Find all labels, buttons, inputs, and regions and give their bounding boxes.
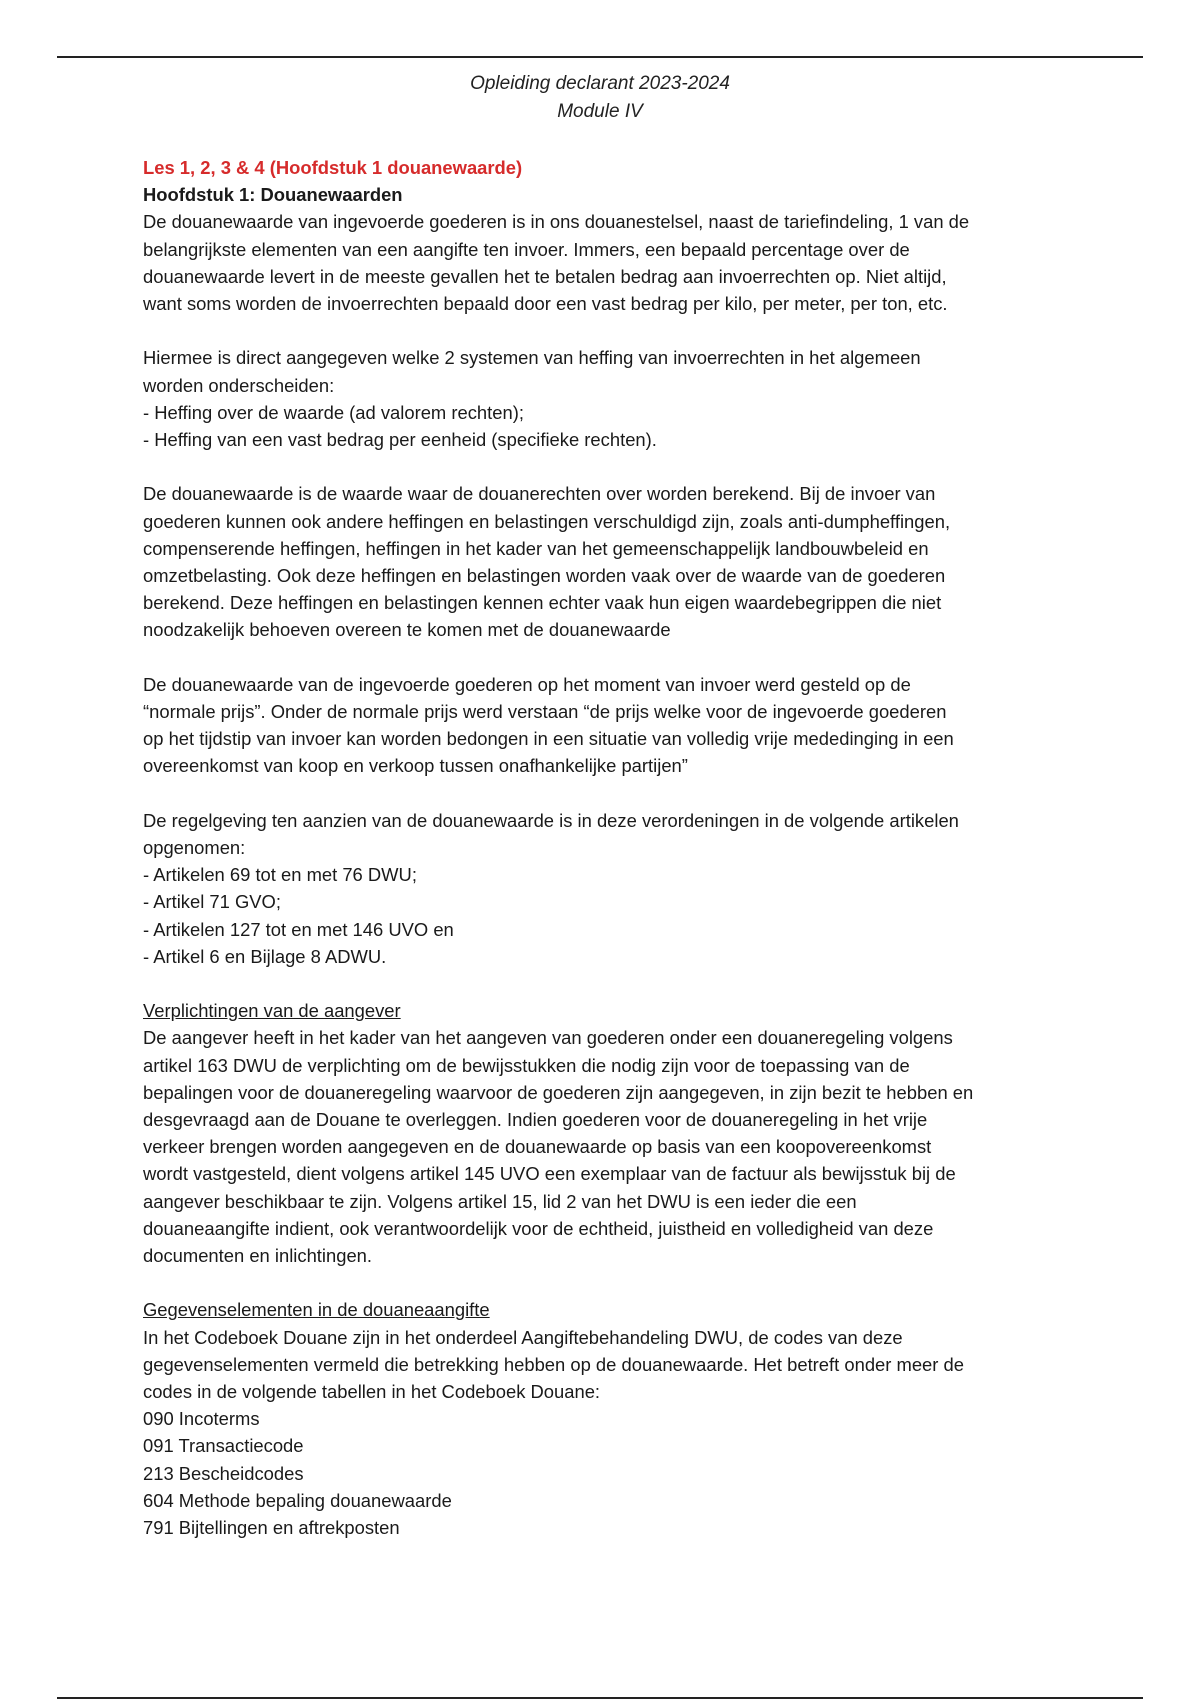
list-item: - Artikelen 69 tot en met 76 DWU; (143, 864, 417, 886)
text-line: omzetbelasting. Ook deze heffingen en belastingen worden vaak over de waarde van de goederen (143, 565, 946, 587)
top-divider (57, 56, 1143, 58)
text-line: worden onderscheiden: (143, 374, 335, 396)
text-line: De aangever heeft in het kader van het aangeven van goederen onder een douaneregeling volgens (143, 1027, 953, 1049)
list-item: - Artikelen 127 tot en met 146 UVO en (143, 918, 454, 940)
text-line: verkeer brengen worden aangegeven en de douanewaarde op basis van een koopovereenkomst (143, 1136, 932, 1158)
text-line: bepalingen voor de douaneregeling waarvoor de goederen zijn aangegeven, in zijn bezit te hebben en (143, 1081, 974, 1103)
text-line: Hiermee is direct aangegeven welke 2 systemen van heffing van invoerrechten in het algemeen (143, 347, 921, 369)
intro-paragraph (143, 208, 1073, 317)
text-line: gegevenselementen vermeld die betrekking hebben op de douanewaarde. Het betreft onder meer de (143, 1353, 964, 1375)
text-line: De douanewaarde van de ingevoerde goederen op het moment van invoer werd gesteld op de (143, 673, 911, 695)
code-item: 213 Bescheidcodes (143, 1462, 304, 1484)
obligations-heading: Verplichtingen van de aangever (143, 1000, 401, 1022)
text-line: belangrijkste elementen van een aangifte ten invoer. Immers, een bepaald percentage over de (143, 238, 910, 260)
text-line: documenten en inlichtingen. (143, 1245, 373, 1267)
code-item: 091 Transactiecode (143, 1435, 304, 1457)
list-item: - Heffing over de waarde (ad valorem rechten); (143, 401, 524, 423)
text-line: codes in de volgende tabellen in het Codeboek Douane: (143, 1381, 601, 1403)
text-line: wordt vastgesteld, dient volgens artikel 145 UVO een exemplaar van de factuur als bewijsstuk bij de (143, 1163, 956, 1185)
code-item: 604 Methode bepaling douanewaarde (143, 1489, 452, 1511)
text-line: overeenkomst van koop en verkoop tussen onafhankelijke partijen” (143, 755, 688, 777)
systems-paragraph (143, 344, 1073, 453)
lesson-title: Les 1, 2, 3 & 4 (Hoofdstuk 1 douanewaarde) (143, 157, 523, 178)
text-line: op het tijdstip van invoer kan worden bedongen in een situatie van volledig vrije mededinging in een (143, 728, 954, 750)
normal-price-paragraph (143, 671, 1073, 780)
text-line: compenserende heffingen, heffingen in het kader van het gemeenschappelijk landbouwbeleid en (143, 537, 929, 559)
text-line: noodzakelijk behoeven overeen te komen met de douanewaarde (143, 619, 671, 641)
data-elements-section (143, 1296, 1073, 1541)
course-title: Opleiding declarant 2023-2024 (470, 73, 730, 94)
page-header (0, 70, 1200, 126)
text-line: douaneaangifte indient, ook verantwoordelijk voor de echtheid, juistheid en volledigheid van deze (143, 1217, 934, 1239)
text-line: “normale prijs”. Onder de normale prijs werd verstaan “de prijs welke voor de ingevoerde goederen (143, 701, 947, 723)
text-line: douanewaarde levert in de meeste gevallen het te betalen bedrag aan invoerrechten op. Niet altijd, (143, 265, 947, 287)
document-body (143, 154, 1073, 1541)
list-item: - Heffing van een vast bedrag per eenheid (specifieke rechten). (143, 429, 657, 451)
definition-paragraph (143, 480, 1073, 643)
text-line: In het Codeboek Douane zijn in het onderdeel Aangiftebehandeling DWU, de codes van deze (143, 1326, 903, 1348)
text-line: berekend. Deze heffingen en belastingen kennen echter vaak hun eigen waardebegrippen die niet (143, 592, 942, 614)
text-line: De douanewaarde van ingevoerde goederen is in ons douanestelsel, naast de tariefindeling, 1 van de (143, 211, 970, 233)
text-line: De douanewaarde is de waarde waar de douanerechten over worden berekend. Bij de invoer van (143, 483, 936, 505)
list-item: - Artikel 6 en Bijlage 8 ADWU. (143, 945, 387, 967)
text-line: aangever beschikbaar te zijn. Volgens artikel 15, lid 2 van het DWU is een ieder die een (143, 1190, 857, 1212)
data-elements-heading: Gegevenselementen in de douaneaangifte (143, 1299, 490, 1321)
text-line: opgenomen: (143, 837, 246, 859)
text-line: artikel 163 DWU de verplichting om de bewijsstukken die nodig zijn voor de toepassing van de (143, 1054, 910, 1076)
text-line: goederen kunnen ook andere heffingen en belastingen verschuldigd zijn, zoals anti-dumpheffingen, (143, 510, 951, 532)
text-line: desgevraagd aan de Douane te overleggen. Indien goederen voor de douaneregeling in het vrije (143, 1109, 928, 1131)
code-item: 090 Incoterms (143, 1408, 260, 1430)
chapter-title: Hoofdstuk 1: Douanewaarden (143, 184, 403, 206)
obligations-section (143, 997, 1073, 1269)
code-item: 791 Bijtellingen en aftrekposten (143, 1517, 400, 1539)
list-item: - Artikel 71 GVO; (143, 891, 281, 913)
text-line: want soms worden de invoerrechten bepaald door een vast bedrag per kilo, per meter, per ton, etc. (143, 293, 948, 315)
text-line: De regelgeving ten aanzien van de douanewaarde is in deze verordeningen in de volgende artikelen (143, 809, 959, 831)
module-title: Module IV (557, 101, 643, 122)
regulation-paragraph (143, 807, 1073, 970)
bottom-divider (57, 1697, 1143, 1699)
